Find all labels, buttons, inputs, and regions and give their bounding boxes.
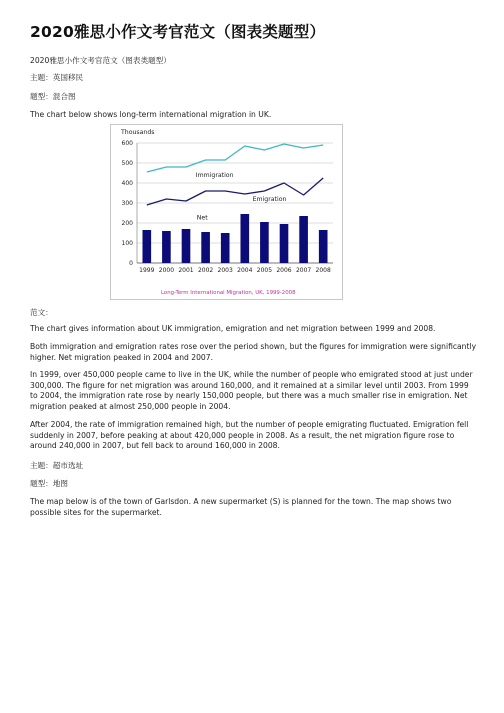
bar-net-2000	[162, 231, 171, 263]
y-tick-label: 300	[121, 200, 133, 207]
x-tick-label: 1999	[139, 267, 155, 274]
x-tick-label: 2008	[315, 267, 331, 274]
page-title: 2020雅思小作文考官范文（图表类题型）	[30, 23, 326, 41]
essay-paragraph-4: After 2004, the rate of immigration remained high, but the number of people emigrating fluctuated. Emigration fell suddenly in 2007, before peaking at about 420,000 people in 2008. As a result, the net migration figure rose to around 240,000 in 2007, but fell back to around 160,000 in 2008.	[30, 420, 469, 451]
question-type-label: 题型：混合图	[30, 92, 76, 101]
y-tick-label: 0	[129, 260, 133, 267]
bar-net-2006	[280, 224, 289, 263]
essay-paragraph-3: In 1999, over 450,000 people came to live in the UK, while the number of people who emigrated stood at just under 300,000. The figure for net migration was around 160,000, and it remained at a similar level until 2003. From 1999 to 2004, the immigration rate rose by nearly 150,000 people, but there was a much smaller rise in emigration. Net migration peaked at almost 250,000 people in 2004.	[30, 370, 473, 411]
y-tick-label: 100	[121, 240, 133, 247]
topic-label-2: 主题：超市选址	[30, 461, 84, 470]
chart-title: Long-Term International Migration, UK, 1999-2008	[161, 290, 296, 296]
bar-net-1999	[142, 230, 151, 263]
bar-net-2005	[260, 222, 269, 263]
y-tick-label: 200	[121, 220, 133, 227]
series-label-emigration: Emigration	[252, 196, 287, 203]
essay-paragraph-2: Both immigration and emigration rates rose over the period shown, but the figures for immigration were significantly higher. Net migration peaked in 2004 and 2007.	[30, 342, 477, 362]
model-answer-label: 范文：	[30, 308, 53, 317]
x-tick-label: 2006	[276, 267, 292, 274]
task-prompt-2: The map below is of the town of Garlsdon. A new supermarket (S) is planned for the town. The map shows two possible sites for the supermarket.	[30, 497, 452, 517]
y-tick-label: 400	[121, 180, 133, 187]
migration-chart	[110, 124, 343, 300]
y-axis-label: Thousands	[121, 129, 155, 136]
bar-net-2002	[201, 232, 210, 263]
essay-paragraph-1: The chart gives information about UK immigration, emigration and net migration between 1999 and 2008.	[30, 324, 436, 333]
chart-svg	[111, 125, 342, 299]
topic-label: 主题：英国移民	[30, 73, 84, 82]
series-label-net: Net	[196, 214, 208, 222]
x-tick-label: 2001	[178, 267, 194, 274]
question-type-label-2: 题型：地图	[30, 479, 68, 488]
x-tick-label: 2004	[237, 267, 253, 274]
x-tick-label: 2005	[256, 267, 273, 274]
y-tick-label: 500	[121, 160, 133, 167]
bar-net-2003	[221, 233, 230, 263]
bar-net-2001	[182, 229, 191, 263]
line-emigration	[147, 178, 323, 205]
series-label-immigration: Immigration	[195, 172, 234, 179]
bar-net-2004	[240, 214, 249, 263]
task-prompt: The chart below shows long-term international migration in UK.	[30, 110, 272, 119]
x-tick-label: 2002	[197, 267, 214, 274]
subtitle: 2020雅思小作文考官范文（图表类题型）	[30, 56, 171, 65]
y-tick-label: 600	[121, 140, 133, 147]
bar-net-2008	[319, 230, 328, 263]
x-tick-label: 2007	[295, 267, 312, 274]
x-tick-label: 2000	[158, 267, 175, 274]
line-immigration	[147, 144, 323, 172]
bar-net-2007	[299, 216, 308, 263]
x-tick-label: 2003	[217, 267, 233, 274]
